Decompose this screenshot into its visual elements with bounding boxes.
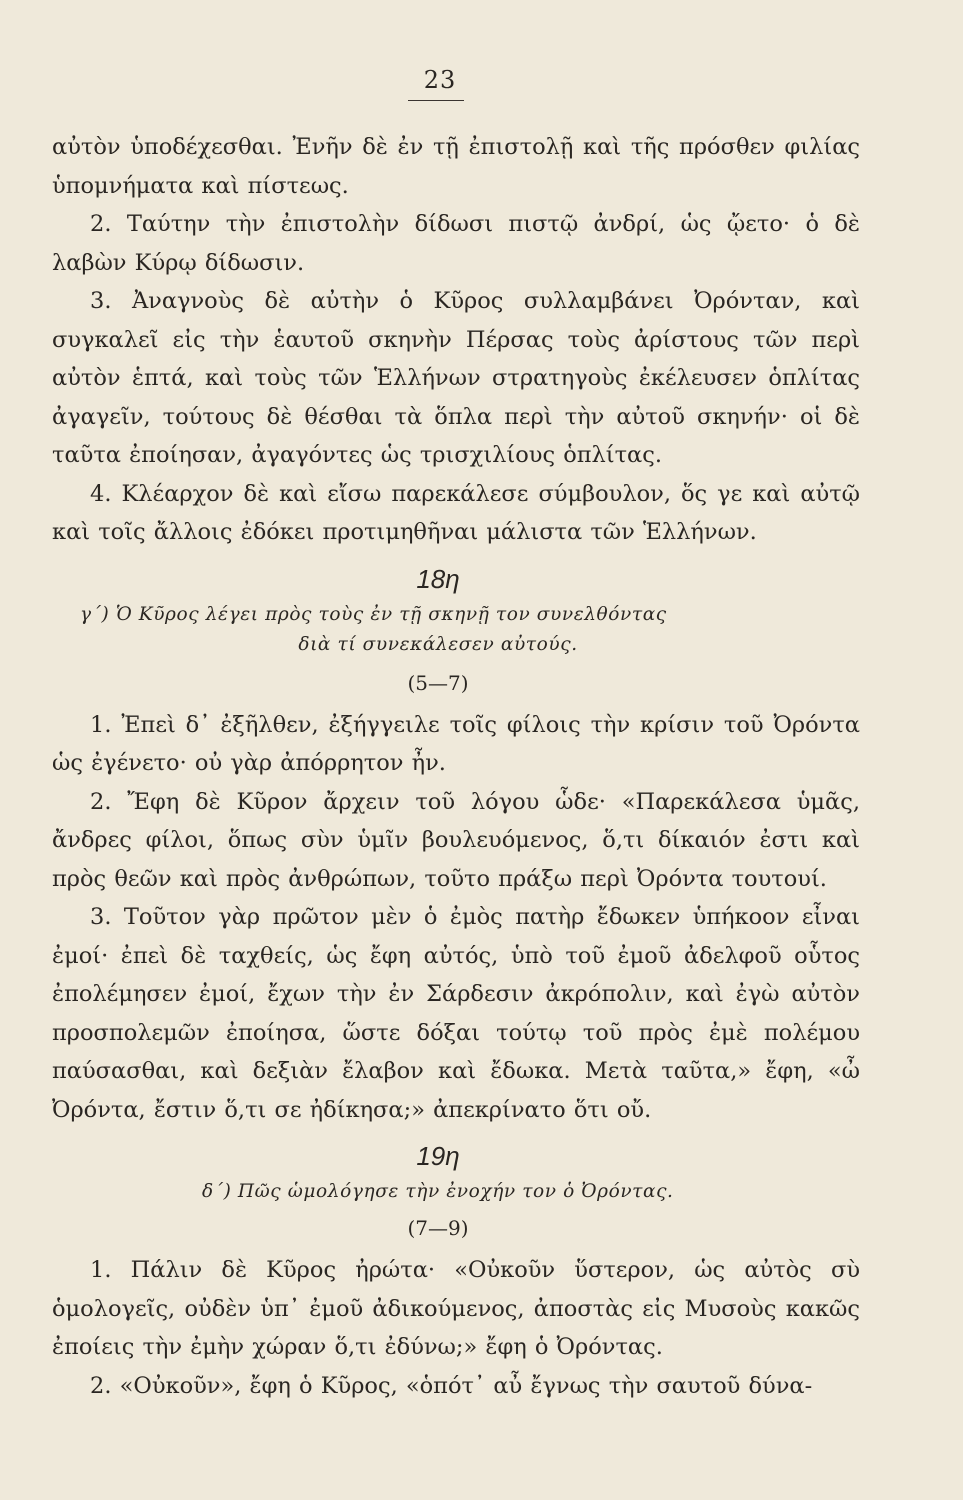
section-marker-19: δ΄) (202, 1181, 232, 1202)
section-18-paragraph-2: 2. Ἔφη δὲ Κῦρον ἄρχειν τοῦ λόγου ὧδε· «Παρεκάλεσα ὑμᾶς, ἄνδρες φίλοι, ὅπως σὺν ὑμῖν βουλευόμενος, ὅ,τι δίκαιόν ἐστι καὶ πρὸς θεῶν καὶ πρὸς ἀνθρώπων, τοῦτο πράξω περὶ Ὀρόντα τουτουί. (52, 788, 860, 892)
section-heading-18-line2: διὰ τί συνεκάλεσεν αὐτούς. (298, 633, 578, 655)
section-number-18: 18η (416, 563, 460, 594)
page-number: 23 (423, 66, 457, 94)
page-text (52, 128, 860, 1405)
section-marker-18: γ΄) (80, 603, 110, 625)
section-19-paragraph-2: 2. «Οὐκοῦν», ἔφη ὁ Κῦρος, «ὁπότ᾽ αὖ ἔγνως τὴν σαυτοῦ δύνα- (90, 1372, 813, 1399)
section-heading-19-line1: Πῶς ὡμολόγησε τὴν ἐνοχήν τον ὁ Ὀρόντας. (237, 1181, 674, 1202)
section-18-paragraph-3: 3. Τοῦτον γὰρ πρῶτον μὲν ὁ ἐμὸς πατὴρ ἔδωκεν ὑπήκοον εἶναι ἐμοί· ἐπεὶ δὲ ταχθείς, ὡς ἔφη αὐτός, ὑπὸ τοῦ ἐμοῦ ἀδελφοῦ οὗτος ἐπολέμησεν ἐμοί, ἔχων τὴν ἐν Σάρδεσιν ἀκρόπολιν, καὶ ἐγὼ αὐτὸν προσπολεμῶν ἐποίησα, ὥστε δόξαι τούτῳ τοῦ πρὸς ἐμὲ πολέμου παύσασθαι, καὶ δεξιὰν ἔλαβον καὶ ἔδωκα. Μετὰ ταῦτα,» ἔφη, «ὦ Ὀρόντα, ἔστιν ὅ,τι σε ἠδίκησα;» ἀπεκρίνατο ὅτι οὔ. (52, 904, 860, 1123)
paragraph-2: 2. Ταύτην τὴν ἐπιστολὴν δίδωσι πιστῷ ἀνδρί, ὡς ᾤετο· ὁ δὲ λαβὼν Κύρῳ δίδωσιν. (52, 211, 860, 276)
page-number-rule (408, 100, 464, 101)
section-heading-18 (52, 600, 860, 630)
section-19-paragraph-1: 1. Πάλιν δὲ Κῦρος ἠρώτα· «Οὐκοῦν ὕστερον, ὡς αὐτὸς σὺ ὁμολογεῖς, οὐδὲν ὑπ᾽ ἐμοῦ ἀδικούμενος, ἀποστὰς εἰς Μυσοὺς κακῶς ἐποίεις τὴν ἐμὴν χώραν ὅ,τι ἐδύνω;» ἔφη ὁ Ὀρόντας. (52, 1257, 860, 1360)
paragraph-4: 4. Κλέαρχον δὲ καὶ εἴσω παρεκάλεσε σύμβουλον, ὅς γε καὶ αὐτῷ καὶ τοῖς ἄλλοις ἐδόκει προτιμηθῆναι μάλιστα τῶν Ἑλλήνων. (52, 480, 860, 545)
section-18-paragraph-1: 1. Ἐπεὶ δ᾽ ἐξῆλθεν, ἐξήγγειλε τοῖς φίλοις τὴν κρίσιν τοῦ Ὀρόντα ὡς ἐγένετο· οὐ γὰρ ἀπόρρητον ἦν. (52, 711, 860, 776)
section-number-19: 19η (416, 1141, 460, 1171)
section-range-19: (7—9) (407, 1216, 469, 1240)
paragraph-3: 3. Ἀναγνοὺς δὲ αὐτὴν ὁ Κῦρος συλλαμβάνει Ὀρόνταν, καὶ συγκαλεῖ εἰς τὴν ἑαυτοῦ σκηνὴν Πέρσας τοὺς ἀρίστους τῶν περὶ αὐτὸν ἑπτά, καὶ τοὺς τῶν Ἑλλήνων στρατηγοὺς ἐκέλευσεν ὁπλίτας ἀγαγεῖν, τούτους δὲ θέσθαι τὰ ὅπλα περὶ τὴν αὐτοῦ σκηνήν· οἱ δὲ ταῦτα ἐποίησαν, ἀγαγόντες ὡς τρισχιλίους ὁπλίτας. (52, 288, 860, 468)
section-range-18: (5—7) (407, 670, 469, 695)
section-heading-19 (52, 1177, 860, 1207)
paragraph-continuation: αὐτὸν ὑποδέχεσθαι. Ἐνῆν δὲ ἐν τῇ ἐπιστολῇ καὶ τῆς πρόσθεν φιλίας ὑπομνήματα καὶ πίστεως. (52, 134, 860, 199)
section-heading-18-line1: Ὁ Κῦρος λέγει πρὸς τοὺς ἐν τῇ σκηνῇ τον συνελθόντας (115, 603, 667, 625)
